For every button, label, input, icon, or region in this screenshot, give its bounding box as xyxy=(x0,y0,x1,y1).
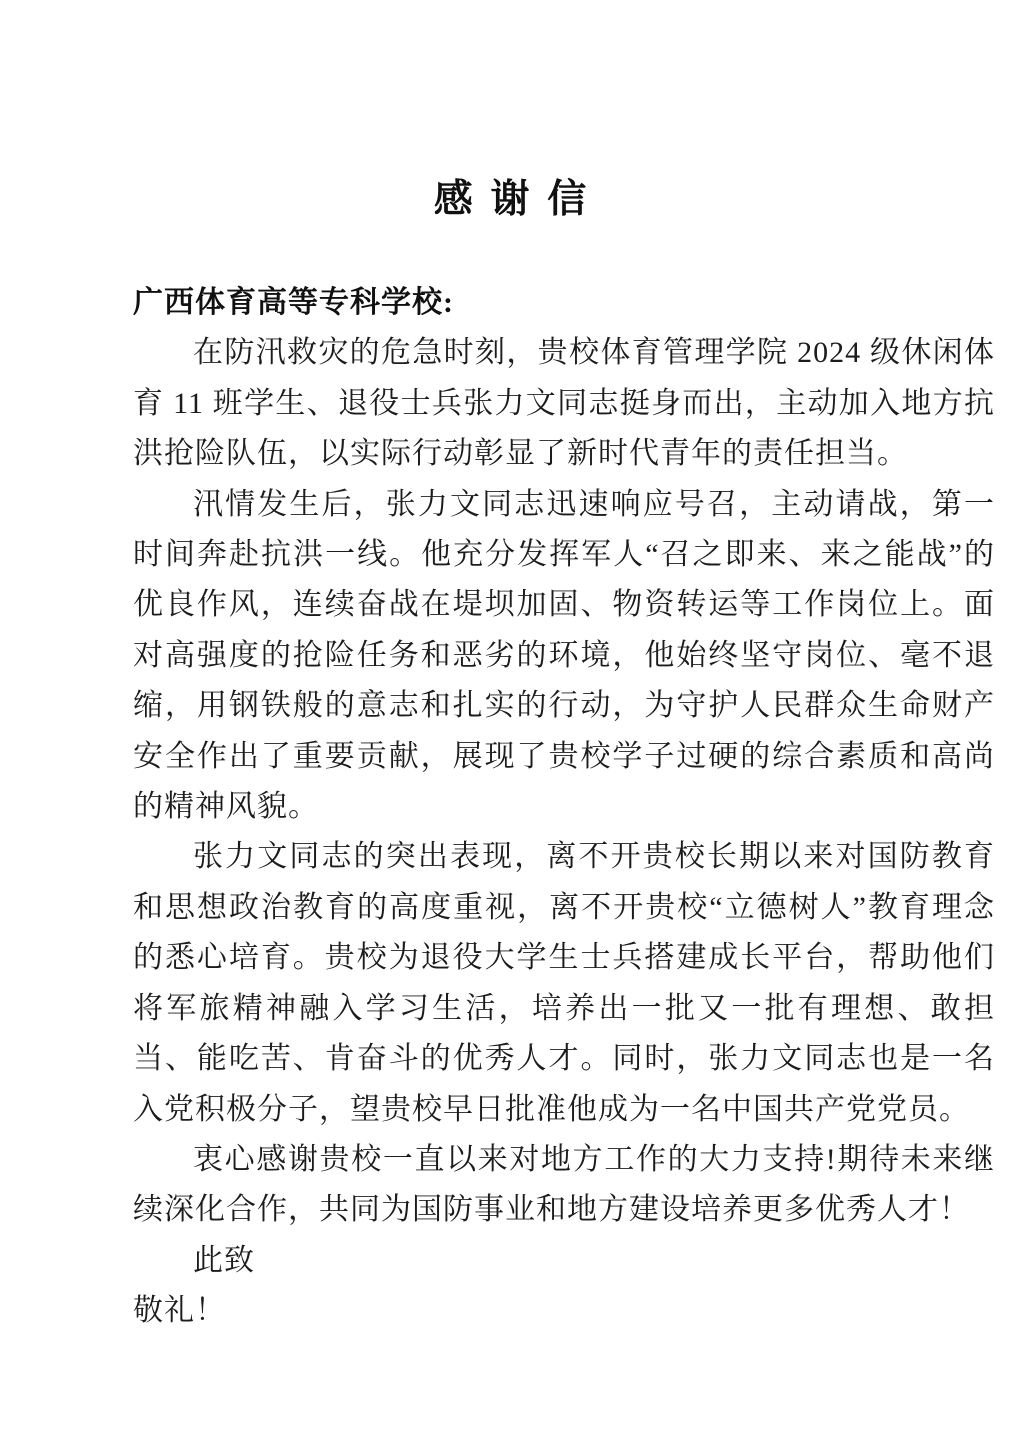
document-title: 感 谢 信 xyxy=(433,178,591,221)
letter-body xyxy=(133,278,995,1337)
salutation: 广西体育高等专科学校: xyxy=(133,286,454,319)
paragraph-3: 张力文同志的突出表现，离不开贵校长期以来对国防教育和思想政治教育的高度重视，离不开贵校“立德树人”教育理念的悉心培育。贵校为退役大学生士兵搭建成长平台，帮助他们将军旅精神融入学习生活，培养出一批又一批有理想、敢担当、能吃苦、肯奋斗的优秀人才。同时，张力文同志也是一名入党积极分子，望贵校早日批准他成为一名中国共产党党员。 xyxy=(133,840,995,1126)
closing-cizhi: 此致 xyxy=(193,1243,255,1277)
paragraph-4: 衷心感谢贵校一直以来对地方工作的大力支持!期待未来继续深化合作，共同为国防事业和地方建设培养更多优秀人才！ xyxy=(133,1142,995,1227)
closing-jingli: 敬礼！ xyxy=(133,1294,226,1328)
paragraph-2: 汛情发生后，张力文同志迅速响应号召，主动请战，第一时间奔赴抗洪一线。他充分发挥军人“召之即来、来之能战”的优良作风，连续奋战在堤坝加固、物资转运等工作岗位上。面对高强度的抢险任务和恶劣的环境，他始终坚守岗位、毫不退缩，用钢铁般的意志和扎实的行动，为守护人民群众生命财产安全作出了重要贡献，展现了贵校学子过硬的综合素质和高尚的精神风貌。 xyxy=(133,487,995,824)
paragraph-1: 在防汛救灾的危急时刻，贵校体育管理学院 2024 级休闲体育 11 班学生、退役士兵张力文同志挺身而出，主动加入地方抗洪抢险队伍，以实际行动彰显了新时代青年的责任担当。 xyxy=(133,336,995,471)
